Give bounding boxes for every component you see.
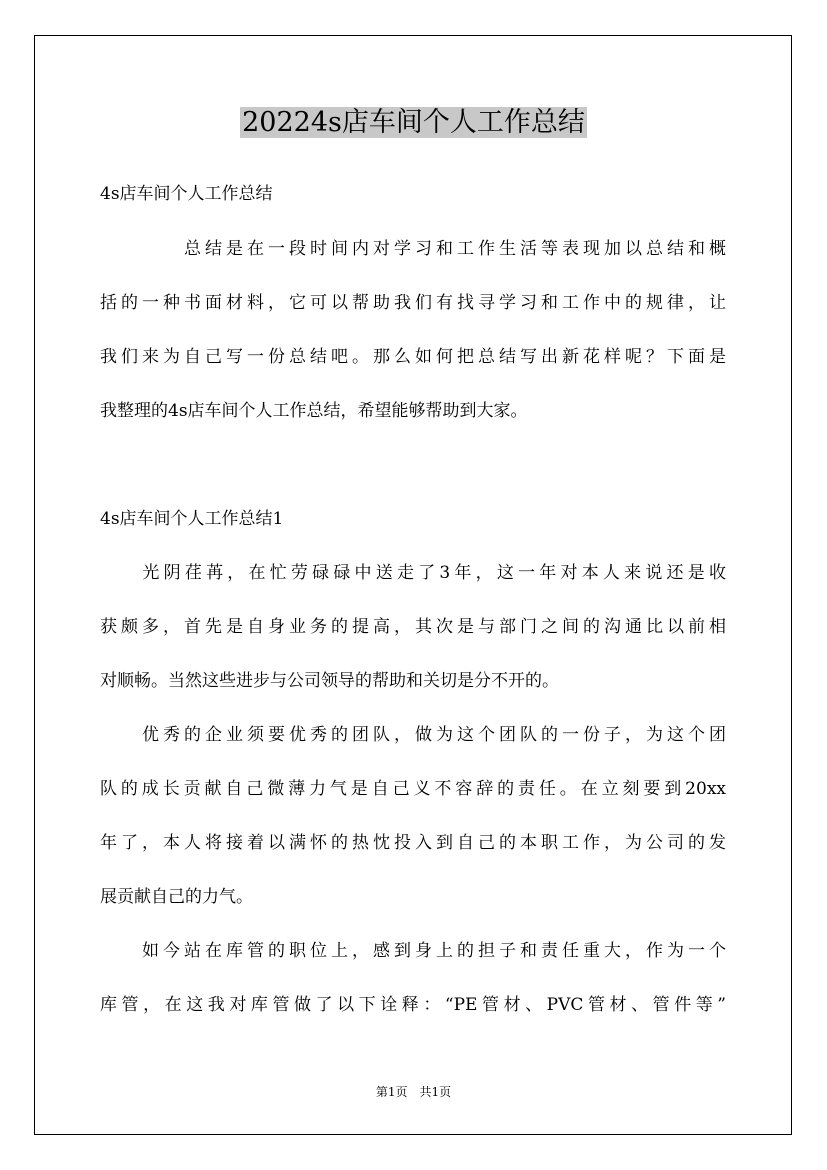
paragraph-line: 队的成长贡献自己微薄力气是自己义不容辞的责任。在立刻要到20xx: [100, 779, 726, 799]
paragraph-line: 我整理的4s店车间个人工作总结，希望能够帮助到大家。: [100, 401, 528, 421]
paragraph-line: 对顺畅。当然这些进步与公司领导的帮助和关切是分不开的。: [100, 671, 559, 691]
paragraph-line: 优秀的企业须要优秀的团队，做为这个团队的一份子，为这个团: [100, 725, 726, 745]
section-heading-intro: 4s店车间个人工作总结: [100, 184, 273, 204]
paragraph-3: [100, 924, 726, 1032]
paragraph-line: 总结是在一段时间内对学习和工作生活等表现加以总结和概: [100, 239, 726, 259]
paragraph-line: 我们来为自己写一份总结吧。那么如何把总结写出新花样呢？下面是: [100, 347, 726, 367]
document-title-text: 20224s店车间个人工作总结: [242, 107, 585, 138]
paragraph-2: [100, 708, 726, 924]
page-footer: 第1页 共1页: [375, 1085, 452, 1099]
paragraph-line: 获颇多，首先是自身业务的提高，其次是与部门之间的沟通比以前相: [100, 617, 726, 637]
paragraph-1: [100, 546, 726, 708]
paragraph-line: 年了，本人将接着以满怀的热忱投入到自己的本职工作，为公司的发: [100, 833, 726, 853]
paragraph-line: 括的一种书面材料，它可以帮助我们有找寻学习和工作中的规律，让: [100, 293, 726, 313]
paragraph-line: 如今站在库管的职位上，感到身上的担子和责任重大，作为一个: [100, 941, 726, 961]
paragraph-line: 库管，在这我对库管做了以下诠释：“PE管材、PVC管材、管件等”: [100, 995, 726, 1015]
document-title: [0, 100, 827, 146]
section-heading-1: 4s店车间个人工作总结1: [100, 509, 284, 529]
paragraph-line: 展贡献自己的力气。: [100, 887, 253, 907]
intro-paragraph: [100, 222, 726, 438]
paragraph-line: 光阴荏苒，在忙劳碌碌中送走了3年，这一年对本人来说还是收: [100, 563, 726, 583]
